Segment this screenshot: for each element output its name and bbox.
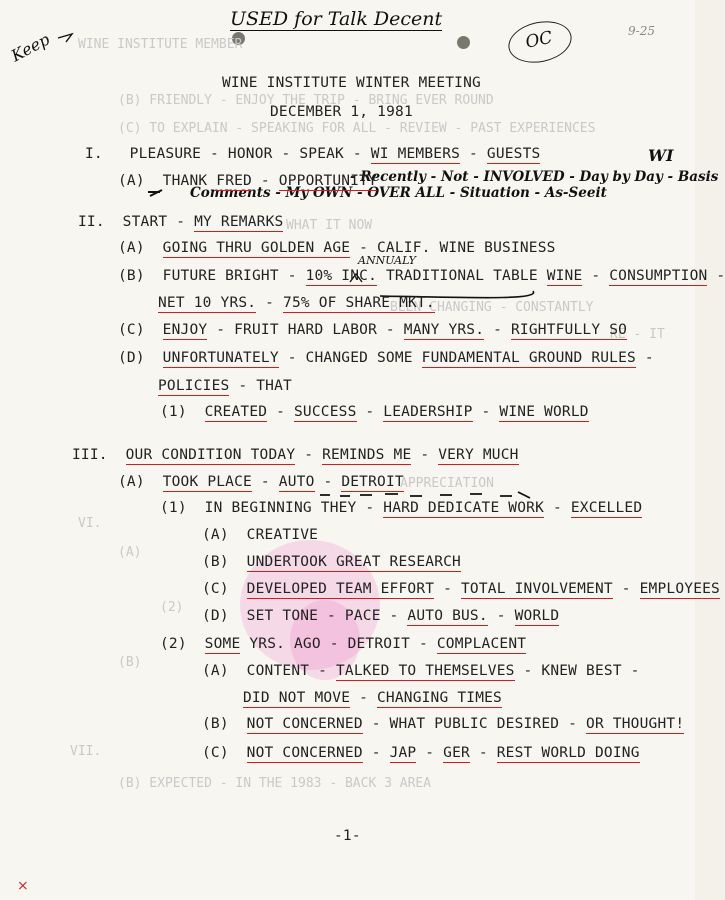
underlined-text: AUTO bbox=[278, 474, 315, 490]
arrow-mark bbox=[58, 34, 72, 42]
underlined-text: SOME bbox=[204, 636, 241, 652]
handwritten-top-note: USED for Talk Decent bbox=[230, 8, 443, 30]
text: - THAT bbox=[229, 378, 292, 394]
section-number: I. bbox=[85, 146, 103, 162]
text: - bbox=[635, 350, 654, 366]
item-label: (1) bbox=[160, 404, 187, 420]
ghost-line: WHAT IT NOW bbox=[286, 218, 373, 233]
underlined-text: WI MEMBERS bbox=[370, 146, 461, 162]
item-label: (B) bbox=[118, 268, 145, 284]
underlined-text: ENJOY bbox=[162, 322, 208, 338]
section-1 bbox=[85, 146, 540, 162]
underlined-text: MANY YRS. bbox=[403, 322, 485, 338]
section-2-b bbox=[118, 268, 725, 284]
section-3-a-2-b bbox=[202, 716, 684, 732]
ghost-line: VI. bbox=[78, 516, 102, 531]
section-number: III. bbox=[72, 447, 108, 463]
text: - WHAT PUBLIC DESIRED - bbox=[362, 716, 587, 732]
underlined-text: GOING THRU GOLDEN AGE bbox=[162, 240, 351, 256]
underlined-text: OR THOUGHT! bbox=[586, 716, 685, 732]
underlined-text: RIGHTFULLY SO bbox=[510, 322, 628, 338]
document-date: DECEMBER 1, 1981 bbox=[270, 104, 413, 120]
section-3-a-1-a bbox=[202, 527, 318, 543]
item-label: (D) bbox=[202, 608, 229, 624]
section-3 bbox=[72, 447, 519, 463]
text: YRS. AGO - DETROIT - bbox=[240, 636, 437, 652]
section-2-d bbox=[118, 350, 654, 366]
ghost-line: (2) bbox=[160, 600, 184, 615]
underlined-text: CREATED bbox=[204, 404, 268, 420]
section-2-d-1 bbox=[160, 404, 589, 420]
underlined-text: DID NOT MOVE bbox=[243, 690, 351, 706]
underlined-text: LEADERSHIP bbox=[383, 404, 473, 420]
item-label: (A) bbox=[118, 240, 145, 256]
underlined-text: TALKED TO THEMSELVES bbox=[335, 663, 515, 679]
underlined-text: VERY MUCH bbox=[438, 447, 519, 463]
item-label: (A) bbox=[202, 663, 229, 679]
page-number: -1- bbox=[334, 828, 361, 844]
text: - bbox=[256, 295, 284, 311]
underlined-text: WINE bbox=[546, 268, 583, 284]
underlined-text: 10% INC. bbox=[305, 268, 378, 284]
section-3-a bbox=[118, 474, 404, 490]
underlined-text: DEVELOPED TEAM EFFORT bbox=[246, 581, 435, 597]
underlined-text: TOTAL INVOLVEMENT bbox=[461, 581, 613, 597]
text: - CALIF. WINE BUSINESS bbox=[350, 240, 556, 256]
section-3-a-1-b bbox=[202, 554, 461, 570]
section-3-a-2-a-line2 bbox=[243, 690, 502, 706]
text: - bbox=[350, 690, 377, 706]
underlined-text: AUTO BUS. bbox=[407, 608, 488, 624]
section-2 bbox=[78, 214, 283, 230]
underlined-text: GER bbox=[443, 745, 470, 761]
text: - bbox=[252, 173, 279, 189]
item-label: (A) bbox=[202, 527, 229, 543]
text: CREATIVE bbox=[246, 527, 319, 543]
underlined-text: NOT CONCERNED bbox=[246, 745, 363, 761]
ghost-line: KE - IT bbox=[610, 327, 665, 342]
underlined-text: REMINDS ME bbox=[322, 447, 412, 463]
text: - bbox=[314, 474, 342, 490]
underlined-text: SUCCESS bbox=[293, 404, 357, 420]
underlined-text: REST WORLD DOING bbox=[496, 745, 640, 761]
section-2-c bbox=[118, 322, 627, 338]
dash-marks bbox=[320, 492, 530, 498]
underlined-text: POLICIES bbox=[158, 378, 230, 394]
item-label: (B) bbox=[202, 716, 229, 732]
underlined-text: WORLD bbox=[514, 608, 560, 624]
section-2-a bbox=[118, 240, 556, 256]
text: - bbox=[487, 608, 515, 624]
text: - bbox=[484, 322, 511, 338]
ghost-line: APPRECIATION bbox=[400, 476, 494, 491]
text: PLEASURE - HONOR - SPEAK - bbox=[129, 146, 371, 162]
ghost-line: (C) TO EXPLAIN - SPEAKING FOR ALL - REVIEW - PAST EXPERIENCES bbox=[118, 121, 596, 136]
text: - bbox=[416, 745, 444, 761]
text: - bbox=[434, 581, 461, 597]
red-x-mark: × bbox=[17, 878, 29, 894]
strikethrough-mark bbox=[148, 190, 162, 196]
ghost-line: WINE INSTITUTE MEMBER bbox=[78, 37, 243, 52]
text: - bbox=[472, 404, 500, 420]
item-label: (A) bbox=[118, 474, 145, 490]
item-label: (B) bbox=[202, 554, 229, 570]
document-title: WINE INSTITUTE WINTER MEETING bbox=[222, 75, 481, 91]
section-2-d-line2 bbox=[158, 378, 292, 394]
text: - bbox=[582, 268, 610, 284]
text: - bbox=[267, 404, 294, 420]
text: CONTENT - bbox=[246, 663, 336, 679]
text: - bbox=[469, 745, 497, 761]
ghost-line: VII. bbox=[70, 744, 102, 759]
underlined-text: OPPORTUNITY bbox=[278, 173, 378, 189]
ghost-line: (B) bbox=[118, 655, 142, 670]
section-3-a-1-d bbox=[202, 608, 559, 624]
handwritten-page-ref: 9-25 bbox=[628, 24, 655, 38]
underlined-text: JAP bbox=[389, 745, 417, 761]
text: START - bbox=[122, 214, 195, 230]
underlined-text: EMPLOYEES bbox=[639, 581, 720, 597]
underlined-text: HARD DEDICATE WORK bbox=[383, 500, 545, 516]
underlined-text: 75% OF SHARE MKT. bbox=[283, 295, 435, 311]
underlined-text: TOOK PLACE bbox=[162, 474, 252, 490]
item-label: (1) bbox=[160, 500, 187, 516]
underlined-text: COMPLACENT bbox=[436, 636, 527, 652]
section-3-a-2-a bbox=[202, 663, 640, 679]
text: - bbox=[707, 268, 725, 284]
section-number: II. bbox=[78, 214, 105, 230]
section-1-a bbox=[118, 173, 377, 189]
text: - bbox=[411, 447, 439, 463]
text: - bbox=[612, 581, 640, 597]
text: - bbox=[362, 745, 390, 761]
text: SET TONE - PACE - bbox=[246, 608, 408, 624]
underlined-text: NET 10 YRS. bbox=[158, 295, 257, 311]
text: IN BEGINNING THEY bbox=[204, 500, 357, 516]
section-3-a-1 bbox=[160, 500, 642, 516]
underlined-text: MY REMARKS bbox=[194, 214, 284, 230]
section-3-a-2 bbox=[160, 636, 526, 652]
underlined-text: FRED bbox=[216, 173, 252, 189]
handwritten-line-note: - Recently - Not - INVOLVED - Day by Day - Basis bbox=[350, 169, 719, 185]
item-label: (C) bbox=[118, 322, 145, 338]
initials-text: OC bbox=[523, 27, 555, 53]
underlined-text: OUR CONDITION TODAY bbox=[125, 447, 296, 463]
ghost-line: (A) bbox=[118, 545, 142, 560]
handwritten-comments-note: Comments - My OWN - OVER ALL - Situation - As-Seeit bbox=[190, 185, 607, 201]
text: - bbox=[356, 500, 384, 516]
underlined-text: DETROIT bbox=[341, 474, 404, 490]
text: - CHANGED SOME bbox=[278, 350, 422, 366]
ghost-line: (B) EXPECTED - IN THE 1983 - BACK 3 AREA bbox=[118, 776, 432, 791]
underlined-text: CHANGING TIMES bbox=[376, 690, 502, 706]
text: TRADITIONAL TABLE bbox=[377, 268, 547, 284]
text: - FRUIT HARD LABOR - bbox=[207, 322, 404, 338]
ghost-line: BEEN CHANGING - CONSTANTLY bbox=[390, 300, 594, 315]
section-2-b-line2 bbox=[158, 295, 435, 311]
section-3-a-1-c bbox=[202, 581, 720, 597]
text: - bbox=[544, 500, 571, 516]
text: - bbox=[460, 146, 487, 162]
handwritten-initials bbox=[505, 16, 576, 68]
handwritten-wi: WI bbox=[648, 146, 674, 165]
item-label: (2) bbox=[160, 636, 187, 652]
text: - bbox=[251, 474, 279, 490]
section-3-a-2-c bbox=[202, 745, 640, 761]
item-label: (C) bbox=[202, 745, 229, 761]
ghost-line: (B) FRIENDLY - ENJOY THE TRIP - BRING EVER ROUND bbox=[118, 93, 494, 108]
underlined-text: UNDERTOOK GREAT RESEARCH bbox=[246, 554, 461, 570]
underlined-text: FUNDAMENTAL GROUND RULES bbox=[421, 350, 636, 366]
handwritten-keep: Keep bbox=[7, 29, 53, 66]
item-label: (A) bbox=[118, 173, 145, 189]
underlined-text: EXCELLED bbox=[570, 500, 643, 516]
handwritten-annually: ANNUALY bbox=[358, 254, 416, 267]
text: - KNEW BEST - bbox=[514, 663, 640, 679]
underlined-text: UNFORTUNATELY bbox=[162, 350, 279, 366]
text: FUTURE BRIGHT - bbox=[162, 268, 306, 284]
text: THANK bbox=[162, 173, 217, 189]
item-label: (D) bbox=[118, 350, 145, 366]
text: - bbox=[356, 404, 384, 420]
text: - bbox=[295, 447, 323, 463]
underlined-text: CONSUMPTION bbox=[609, 268, 708, 284]
underlined-text: NOT CONCERNED bbox=[246, 716, 363, 732]
item-label: (C) bbox=[202, 581, 229, 597]
underlined-text: WINE WORLD bbox=[499, 404, 589, 420]
punch-hole-right bbox=[457, 36, 470, 49]
underlined-text: GUESTS bbox=[486, 146, 541, 162]
